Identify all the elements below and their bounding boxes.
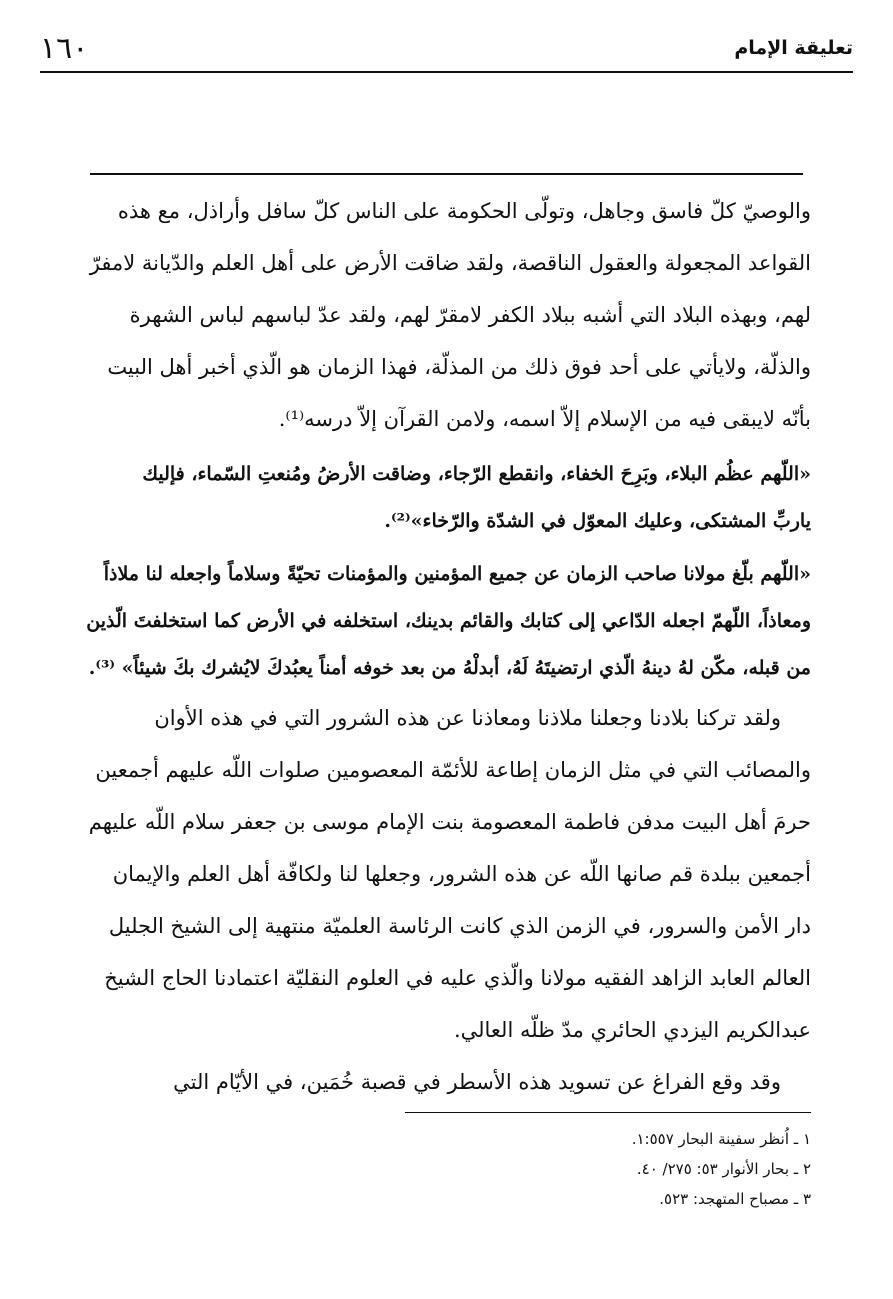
text-top-rule [90,173,803,175]
dua-line: ياربِّ المشتكى، وعليك المعوّل في الشدّة والرّخاء»⁽²⁾. [384,510,811,532]
footnote-rule [405,1112,811,1113]
dua-line: «اللّهم عظُم البلاء، وبَرِحَ الخفاء، وانقطع الرّجاء، وضاقت الأرضُ ومُنعتِ السّماء، فإليك [142,463,811,485]
text-line: وقد وقع الفراغ عن تسويد هذه الأسطر في قصبة خُمَين، في الأيّام التي [173,1070,781,1094]
header-rule [40,71,853,73]
text-line: دار الأمن والسرور، في الزمن الذي كانت الرئاسة العلميّة منتهية إلى الشيخ الجليل [108,914,811,938]
text-line: والذلّة، ولايأتي على أحد فوق ذلك من المذلّة، فهذا الزمان هو الّذي أخبر أهل البيت [107,355,811,379]
dua-line: من قبله، مكّن لهُ دينهُ الّذي ارتضيتَهُ لَهُ، أبدلْهُ من بعد خوفه أمناً يعبُدكَ لايُشرك بكَ شيئاً» ⁽³⁾. [88,657,811,679]
text-line: والوصيّ كلّ فاسق وجاهل، وتولّى الحكومة على الناس كلّ سافل وأراذل، مع هذه [117,199,811,223]
text-line: حرمَ أهل البيت مدفن فاطمة المعصومة بنت الإمام موسى بن جعفر سلام اللّه عليهم [88,810,811,834]
running-title: تعليقة الإمام [734,37,853,59]
footnote: ٣ ـ مصباح المتهجد: ٥٢٣. [659,1190,811,1208]
text-line: والمصائب التي في مثل الزمان إطاعة للأئمّة المعصومين صلوات اللّه عليهم أجمعين [95,758,811,782]
dua-line: ومعاذاً، اللّهمّ اجعله الدّاعي إلى كتابك والقائم بدينك، استخلفه في الأرض كما استخلفتَ الّذين [86,610,811,632]
text-line: عبدالكريم اليزدي الحائري مدّ ظلّه العالي. [453,1018,811,1042]
text-line: بأنّه لايبقى فيه من الإسلام إلاّ اسمه، ولامن القرآن إلاّ درسه⁽¹⁾. [278,407,811,431]
footnote: ١ ـ اُنظر سفينة البحار ١:٥٥٧. [631,1130,811,1148]
text-line: القواعد المجعولة والعقول الناقصة، ولقد ضاقت الأرض على أهل العلم والدّيانة لامفرّ [89,251,811,275]
text-line: لهم، وبهذه البلاد التي أشبه ببلاد الكفر لامقرّ لهم، ولقد عدّ لباسهم لباس الشهرة [129,303,811,327]
footnotes [82,1124,811,1214]
page-number: ١٦٠ [40,30,89,66]
footnote: ٢ ـ بحار الأنوار ٥٣: ٢٧٥/ ٤٠. [636,1160,811,1178]
text-line: ولقد تركنا بلادنا وجعلنا ملاذنا ومعاذنا عن هذه الشرور التي في هذه الأوان [154,706,781,730]
text-line: العالم العابد الزاهد الفقيه مولانا والّذي عليه في العلوم النقليّة اعتمادنا الحاج الشيخ [104,966,811,990]
main-text [82,185,811,1108]
page-header [40,28,853,68]
dua-line: «اللّهم بلّغ مولانا صاحب الزمان عن جميع المؤمنين والمؤمنات تحيّةً وسلاماً واجعله لنا ملاذاً [103,563,811,585]
text-line: أجمعين ببلدة قم صانها اللّه عن هذه الشرور، وجعلها لنا ولكافّة أهل العلم والإيمان [112,862,811,886]
